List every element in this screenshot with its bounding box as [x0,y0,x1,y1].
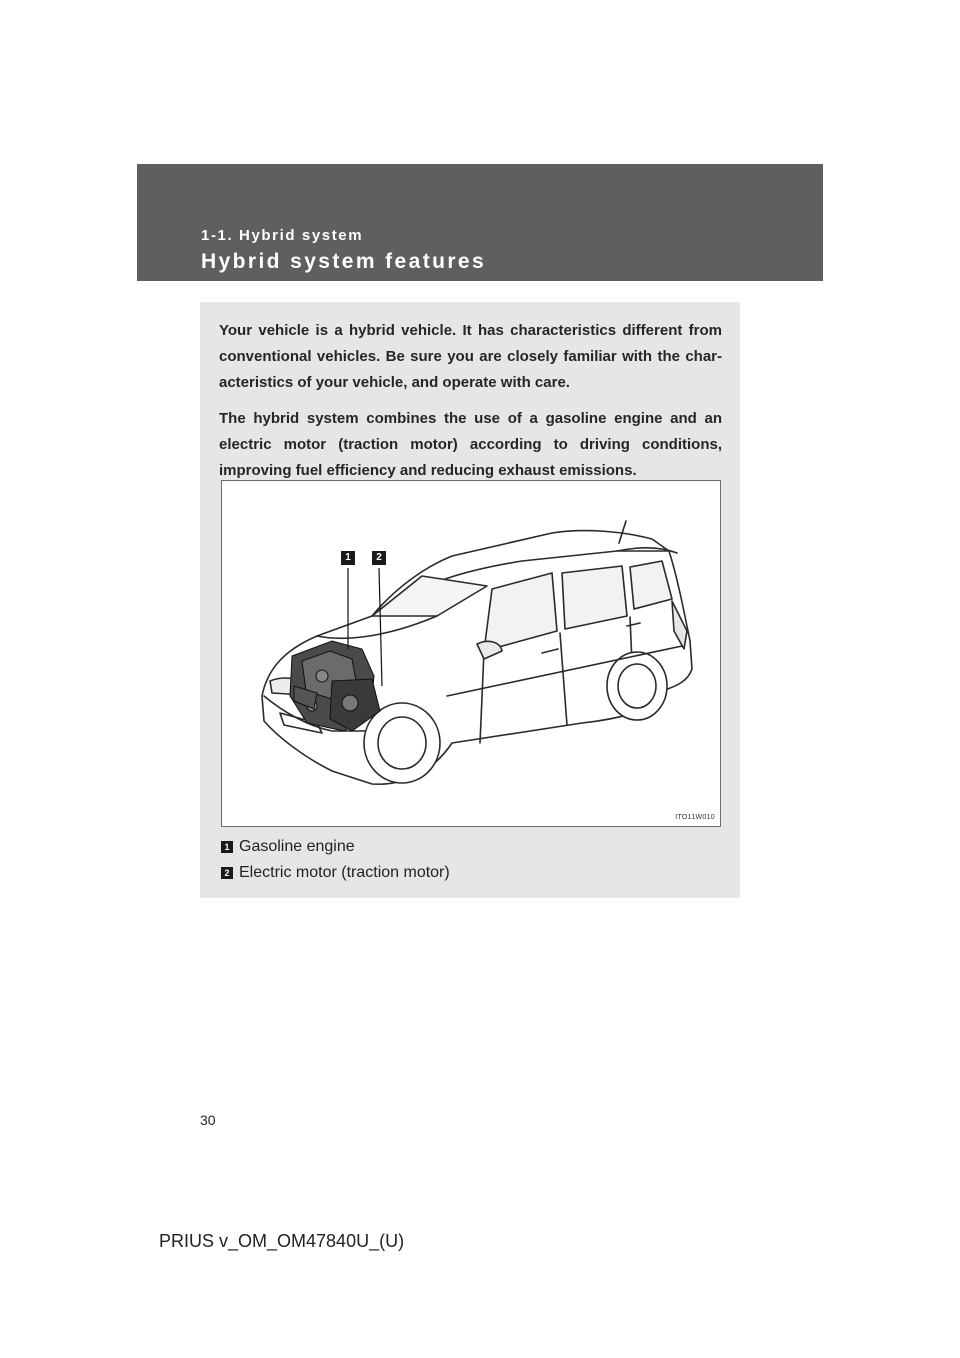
section-header-band [137,164,823,281]
side-mirror [477,641,502,659]
front-wheel [364,703,440,783]
figure-legend [221,834,721,886]
rear-wheel [607,652,667,720]
intro-paragraph-2: The hybrid system combines the use of a gasoline engine and an electric motor (traction motor) according to driving conditions, improving fuel efficiency and reducing exhaust emissions. [219,410,722,479]
legend-item-gasoline-engine [221,834,721,860]
callout-2: 2 [372,551,386,565]
callout-1: 1 [341,551,355,565]
hood [317,616,437,638]
rear-door-handle [627,623,640,626]
front-side-window [484,573,557,651]
content-box [200,302,740,898]
windshield [372,576,487,616]
legend-number: 2 [221,867,233,879]
legend-label: Electric motor (traction motor) [239,864,450,881]
legend-item-electric-motor [221,860,721,886]
document-id: PRIUS v_OM_OM47840U_(U) [159,1231,405,1251]
front-door-handle [542,649,558,653]
rear-side-window [562,566,627,629]
legend-label: Gasoline engine [239,838,355,855]
vehicle-illustration [221,480,721,827]
legend-number: 1 [221,841,233,853]
intro-text [219,318,722,494]
antenna [619,521,626,543]
engine-assembly [290,641,380,731]
callout-2-leader [379,568,382,686]
front-door-line [480,651,484,743]
page-number: 30 [200,1112,216,1128]
rear-quarter-window [630,561,672,609]
rear-door-line [560,633,567,725]
figure-code: ITO11W010 [675,814,715,821]
rear-light [672,601,687,649]
page-title: Hybrid system features [201,250,487,273]
section-label: 1-1. Hybrid system [201,227,364,244]
car-drawing [222,481,721,827]
intro-paragraph-1: Your vehicle is a hybrid vehicle. It has characteristics different from conventional vehicles. Be sure you are closely familiar with the char- acteristics of your vehicle, and operate with care. [219,322,722,391]
